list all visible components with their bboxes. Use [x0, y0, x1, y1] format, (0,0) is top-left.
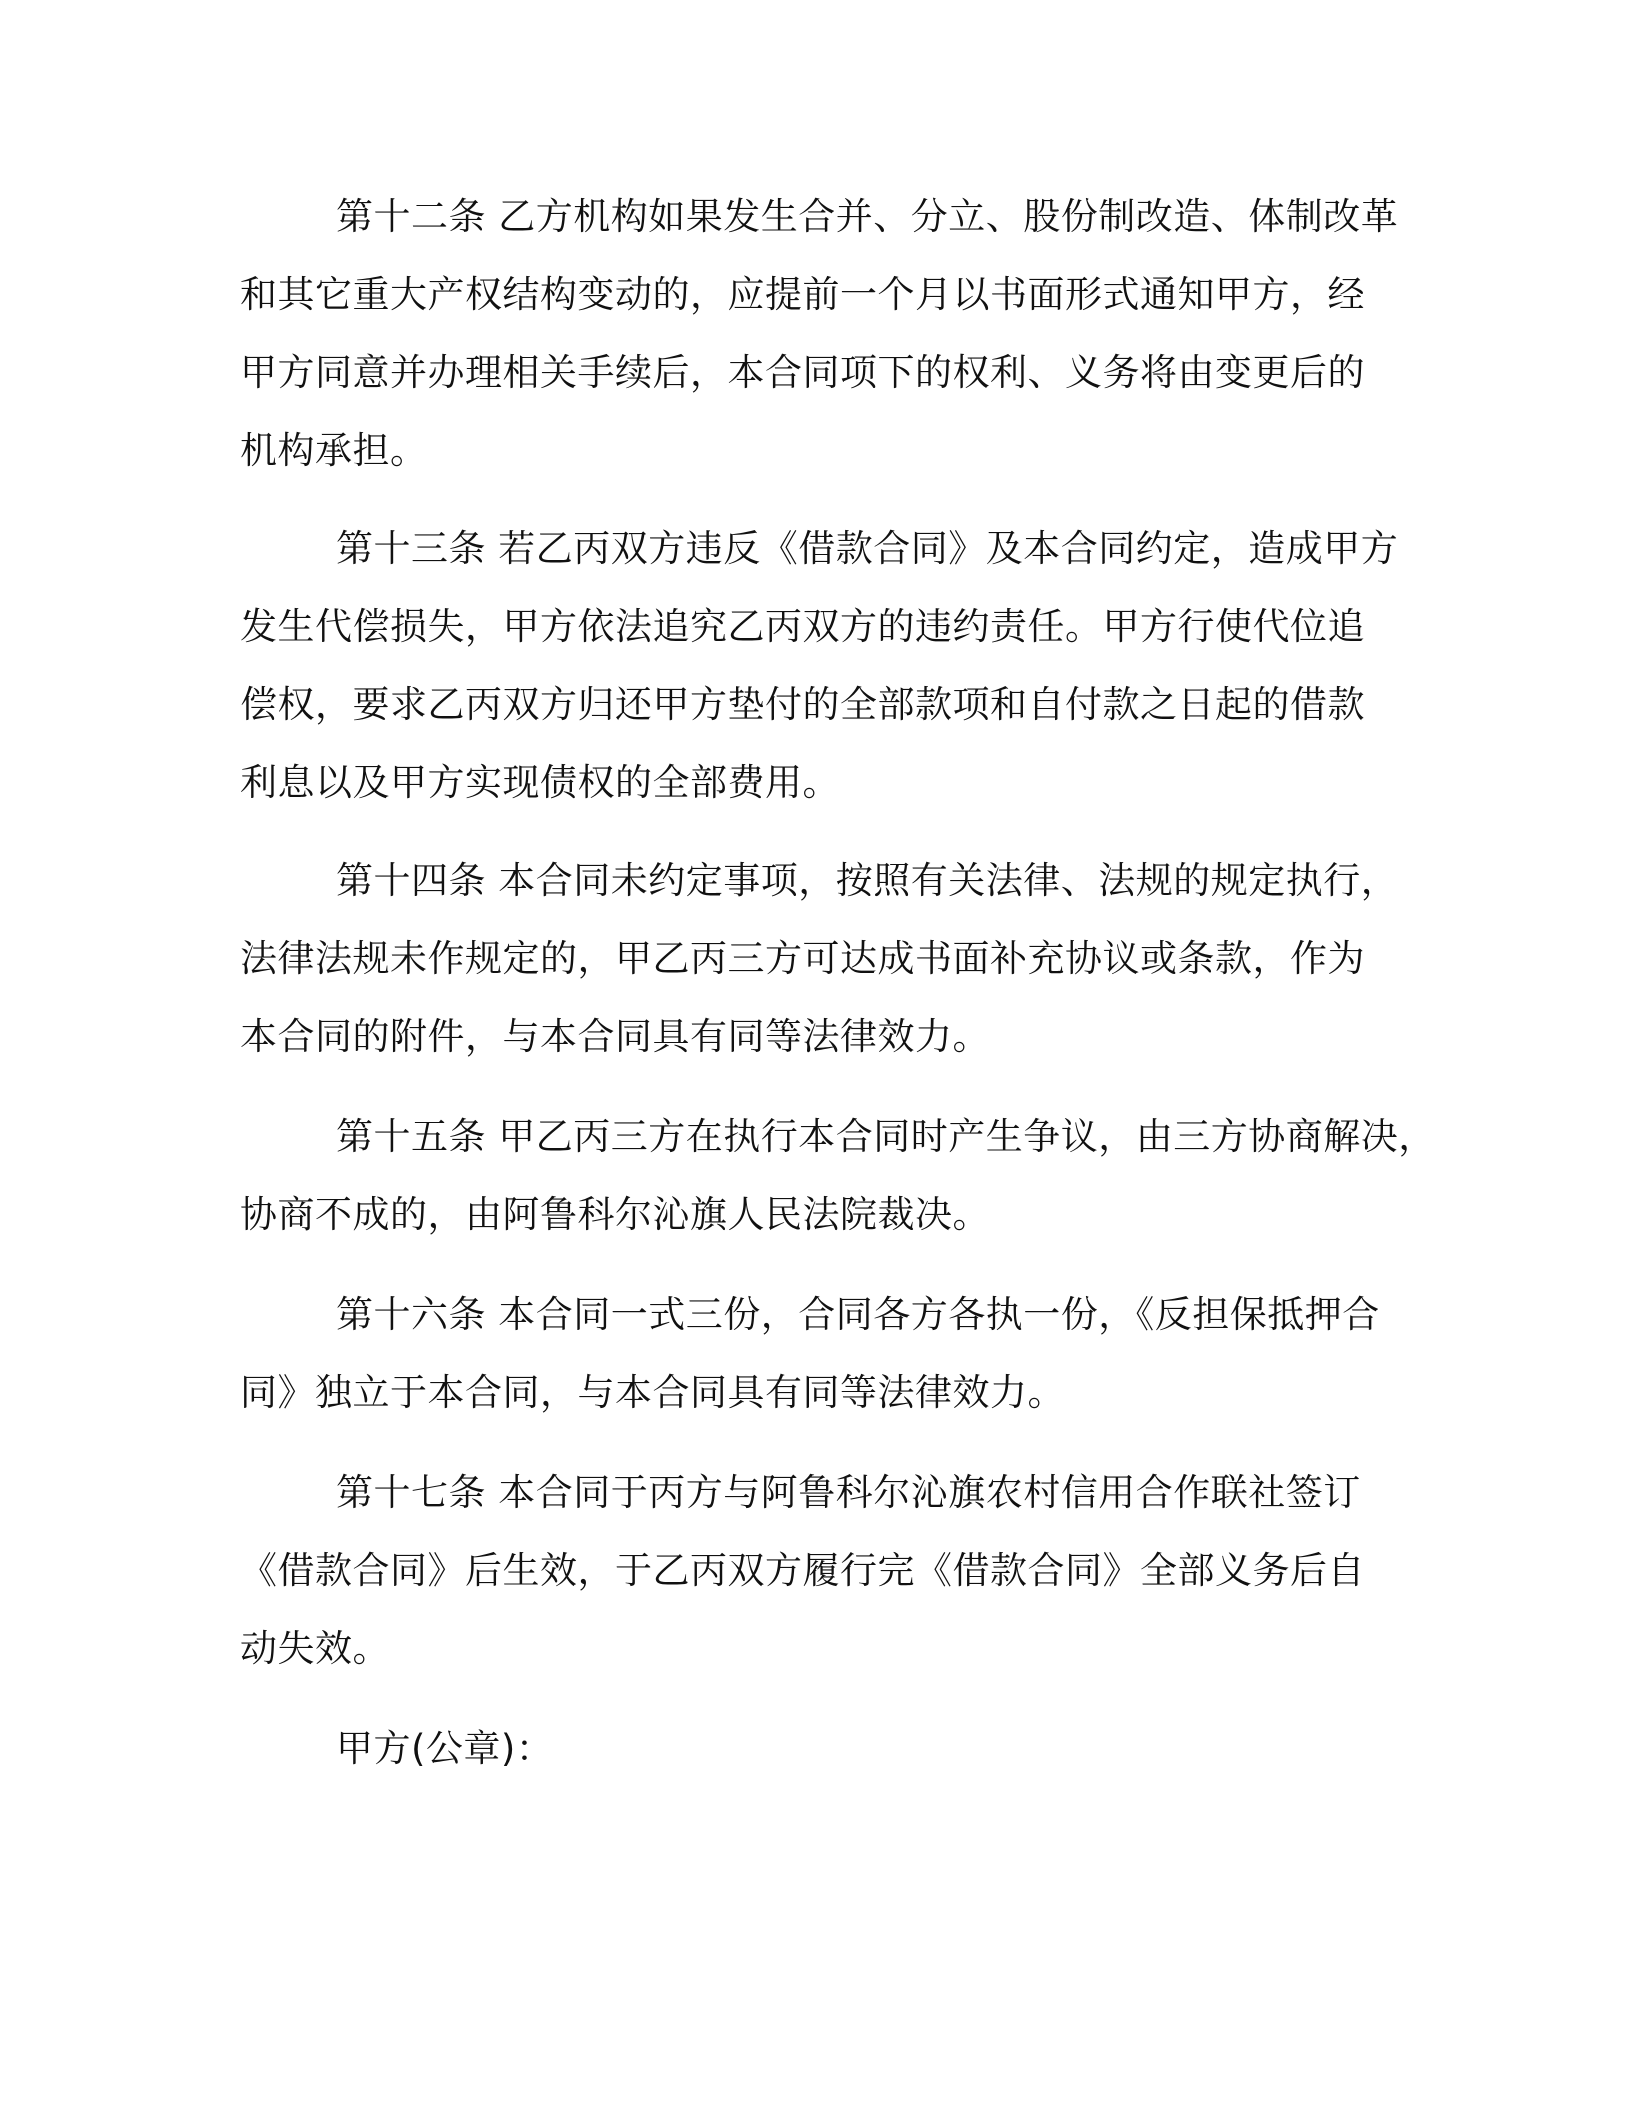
clause-15	[240, 1098, 1436, 1254]
clause-14-line-1: 第十四条 本合同未约定事项，按照有关法律、法规的规定执行，	[336, 859, 1399, 902]
clause-13	[240, 510, 1420, 822]
clause-12-line-3: 甲方同意并办理相关手续后，本合同项下的权利、义务将由变更后的	[240, 351, 1365, 394]
clause-17-line-2: 《借款合同》后生效，于乙丙双方履行完《借款合同》全部义务后自	[240, 1549, 1365, 1592]
clause-17	[240, 1454, 1420, 1688]
clause-17-line-1: 第十七条 本合同于丙方与阿鲁科尔沁旗农村信用合作联社签订	[336, 1471, 1361, 1514]
clause-16-line-1: 第十六条 本合同一式三份，合同各方各执一份，《反担保抵押合	[336, 1293, 1380, 1336]
clause-16	[240, 1276, 1420, 1432]
clause-13-line-3: 偿权，要求乙丙双方归还甲方垫付的全部款项和自付款之日起的借款	[240, 683, 1365, 726]
clause-12-line-1: 第十二条 乙方机构如果发生合并、分立、股份制改造、体制改革	[336, 195, 1399, 238]
clause-14-line-2: 法律法规未作规定的，甲乙丙三方可达成书面补充协议或条款，作为	[240, 937, 1365, 980]
signature-label: 甲方(公章)：	[336, 1727, 554, 1770]
clause-16-line-2: 同》独立于本合同，与本合同具有同等法律效力。	[240, 1371, 1065, 1414]
clause-15-line-2: 协商不成的，由阿鲁科尔沁旗人民法院裁决。	[240, 1193, 990, 1236]
clause-12-line-2: 和其它重大产权结构变动的，应提前一个月以书面形式通知甲方，经	[240, 273, 1365, 316]
clause-14	[240, 842, 1420, 1076]
clause-13-line-2: 发生代偿损失，甲方依法追究乙丙双方的违约责任。甲方行使代位追	[240, 605, 1365, 648]
clause-14-line-3: 本合同的附件，与本合同具有同等法律效力。	[240, 1015, 990, 1058]
clause-13-line-1: 第十三条 若乙丙双方违反《借款合同》及本合同约定，造成甲方	[336, 527, 1399, 570]
clause-13-line-4: 利息以及甲方实现债权的全部费用。	[240, 761, 840, 804]
clause-12-line-4: 机构承担。	[240, 429, 428, 472]
clause-12	[240, 178, 1420, 490]
clause-17-line-3: 动失效。	[240, 1627, 390, 1670]
clause-15-line-1: 第十五条 甲乙丙三方在执行本合同时产生争议，由三方协商解决，	[336, 1115, 1436, 1158]
signature-block	[240, 1710, 1420, 1788]
